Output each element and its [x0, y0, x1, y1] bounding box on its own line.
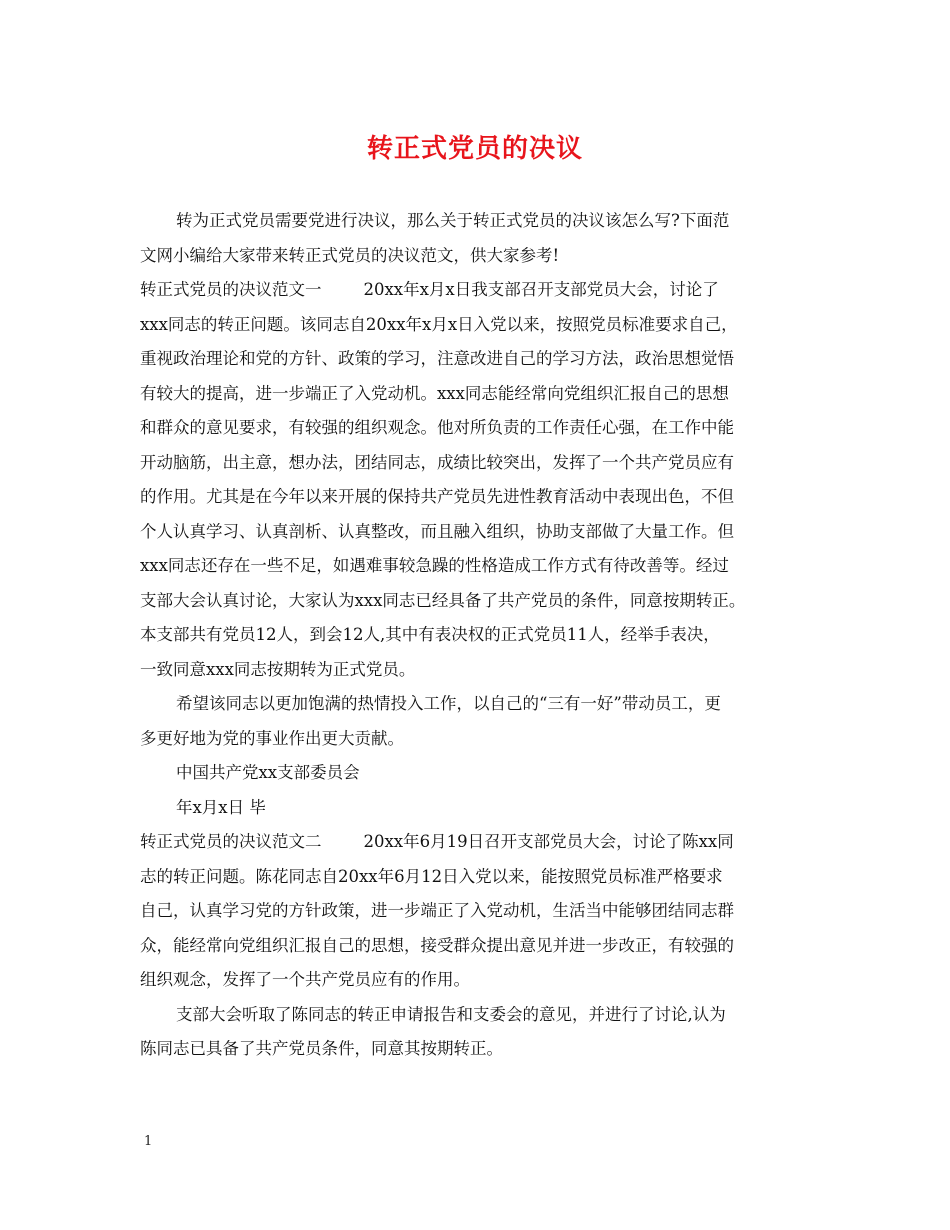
line-text: 和群众的意见要求，有较强的组织观念。他对所负责的工作责任心强，在工作中能 — [140, 418, 734, 437]
body-line — [140, 377, 820, 412]
line-text: 重视政治理论和党的方针、政策的学习，注意改进自己的学习方法，政治思想觉悟 — [140, 349, 734, 368]
line-text: 20xx年6月19日召开支部党员大会，讨论了陈xx同 — [363, 832, 734, 851]
body-line — [140, 963, 820, 998]
body-line — [140, 342, 820, 377]
line-text: 多更好地为党的事业作出更大贡献。 — [140, 728, 404, 748]
line-text: 众，能经常向党组织汇报自己的思想，接受群众提出意见并进一步改正，有较强的 — [140, 935, 734, 955]
line-text: 陈同志已具备了共产党员条件，同意其按期转正。 — [140, 1039, 503, 1058]
line-text: 志的转正问题。陈花同志自20xx年6月12日入党以来，能按照党员标准严格要求 — [140, 866, 723, 886]
line-text: 20xx年x月x日我支部召开支部党员大会，讨论了 — [363, 280, 719, 299]
line-text: 本支部共有党员12人，到会12人,其中有表决权的正式党员11人，经举手表决， — [140, 625, 720, 644]
section-heading: 转正式党员的决议范文二 — [140, 832, 322, 851]
line-text: 转为正式党员需要党进行决议，那么关于转正式党员的决议该怎么写?下面范 — [176, 211, 730, 230]
body-line — [140, 687, 820, 722]
document-body — [140, 204, 820, 1067]
body-line — [140, 998, 820, 1033]
body-line — [140, 929, 820, 964]
line-text: 一致同意xxx同志按期转为正式党员。 — [140, 659, 416, 679]
body-line — [140, 204, 820, 239]
line-text: 的作用。尤其是在今年以来开展的保持共产党员先进性教育活动中表现出色，不但 — [140, 487, 734, 506]
body-line — [140, 756, 820, 791]
line-text: 组织观念，发挥了一个共产党员应有的作用。 — [140, 970, 470, 989]
line-text: 有较大的提高，进一步端正了入党动机。xxx同志能经常向党组织汇报自己的思想 — [140, 383, 729, 403]
body-line — [140, 618, 820, 653]
line-text: 支部大会听取了陈同志的转正申请报告和支委会的意见，并进行了讨论,认为 — [176, 1004, 726, 1024]
body-line — [140, 722, 820, 757]
body-line — [140, 653, 820, 688]
body-line — [140, 791, 820, 826]
body-line — [140, 894, 820, 929]
line-text: xxx同志的转正问题。该同志自20xx年x月x日入党以来，按照党员标准要求自己， — [140, 314, 738, 334]
section-heading: 转正式党员的决议范文一 — [140, 280, 322, 299]
line-text: 中国共产党xx支部委员会 — [176, 763, 360, 782]
body-line — [140, 411, 820, 446]
line-text: 开动脑筋，出主意，想办法，团结同志，成绩比较突出，发挥了一个共产党员应有 — [140, 452, 734, 472]
section-heading-line — [140, 825, 820, 860]
line-text: 希望该同志以更加饱满的热情投入工作，以自己的“三有一好”带动员工，更 — [176, 694, 721, 713]
body-line — [140, 308, 820, 343]
section-heading-line — [140, 273, 820, 308]
body-line — [140, 860, 820, 895]
line-text: 自己，认真学习党的方针政策，进一步端正了入党动机，生活当中能够团结同志群 — [140, 901, 734, 920]
line-text: 文网小编给大家带来转正式党员的决议范文，供大家参考! — [140, 245, 560, 265]
body-line — [140, 239, 820, 274]
line-text: 支部大会认真讨论，大家认为xxx同志已经具备了共产党员的条件，同意按期转正。 — [140, 590, 746, 610]
body-line — [140, 1032, 820, 1067]
document-title: 转正式党员的决议 — [366, 134, 583, 164]
line-text: xxx同志还存在一些不足，如遇难事较急躁的性格造成工作方式有待改善等。经过 — [140, 556, 729, 575]
line-text: 年x月x日 毕 — [176, 797, 266, 817]
body-line — [140, 515, 820, 550]
body-line — [140, 446, 820, 481]
line-text: 个人认真学习、认真剖析、认真整改，而且融入组织，协助支部做了大量工作。但 — [140, 521, 734, 541]
page-number: 1 — [144, 1134, 153, 1149]
body-line — [140, 549, 820, 584]
body-line — [140, 584, 820, 619]
body-line — [140, 480, 820, 515]
